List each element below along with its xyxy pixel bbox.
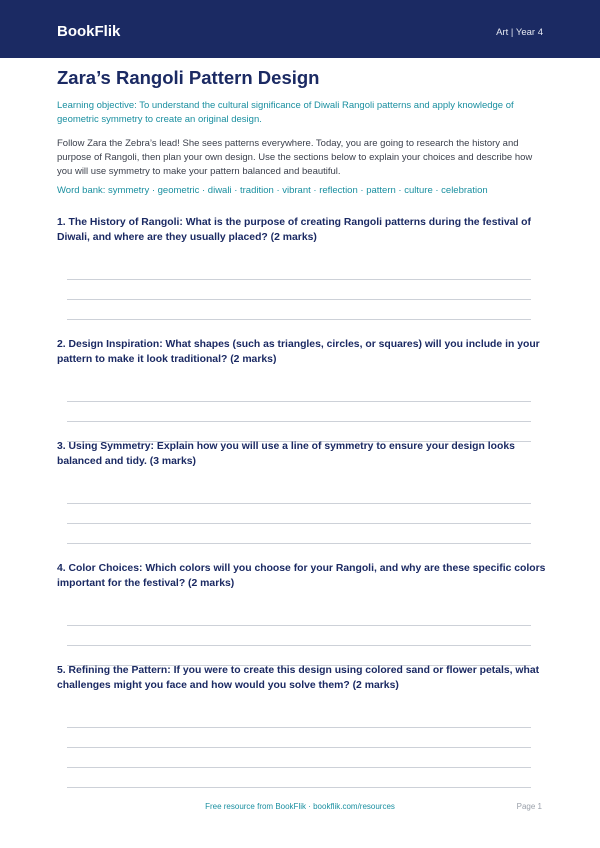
- answer-line[interactable]: [67, 503, 531, 504]
- answer-line[interactable]: [67, 767, 531, 768]
- intro-paragraph: Follow Zara the Zebra’s lead! She sees patterns everywhere. Today, you are going to research the history and purpose of Rangoli, then plan your own design. Use the sections below to explain your choices and describe how you will use symmetry to make your pattern balanced and beautiful.: [57, 138, 533, 177]
- answer-line[interactable]: [67, 747, 531, 748]
- question-2: 2. Design Inspiration: What shapes (such as triangles, circles, or squares) will you include in your pattern to make it look traditional? (2 marks): [57, 339, 540, 365]
- question-5: 5. Refining the Pattern: If you were to create this design using colored sand or flower petals, what challenges might you face and how would you solve them? (2 marks): [57, 665, 540, 691]
- subject-label: Art | Year 4: [496, 27, 543, 38]
- answer-line[interactable]: [67, 421, 531, 422]
- question-3: 3. Using Symmetry: Explain how you will use a line of symmetry to ensure your design looks balanced and tidy. (3 marks): [57, 441, 515, 467]
- header-bar: [0, 0, 600, 58]
- answer-line[interactable]: [67, 299, 531, 300]
- footer-source: Free resource from BookFlik · bookflik.com/resources: [205, 802, 395, 811]
- question-4: 4. Color Choices: Which colors will you choose for your Rangoli, and why are these specific colors important for the festival? (2 marks): [57, 563, 546, 589]
- answer-line[interactable]: [67, 727, 531, 728]
- brand-logo: BookFlik: [57, 23, 121, 40]
- answer-line[interactable]: [67, 319, 531, 320]
- question-1: 1. The History of Rangoli: What is the purpose of creating Rangoli patterns during the festival of Diwali, and where are they usually placed? (2 marks): [57, 217, 531, 243]
- learning-objective: Learning objective: To understand the cultural significance of Diwali Rangoli patterns and apply knowledge of geometric symmetry to create an original design.: [57, 100, 514, 125]
- page-title: Zara’s Rangoli Pattern Design: [57, 67, 320, 88]
- page-number: Page 1: [516, 802, 542, 811]
- answer-line[interactable]: [67, 645, 531, 646]
- answer-line[interactable]: [67, 787, 531, 788]
- word-bank: Word bank: symmetry · geometric · diwali · tradition · vibrant · reflection · pattern · culture · celebration: [57, 185, 488, 196]
- answer-line[interactable]: [67, 543, 531, 544]
- answer-line[interactable]: [67, 523, 531, 524]
- answer-line[interactable]: [67, 401, 531, 402]
- answer-line[interactable]: [67, 625, 531, 626]
- answer-line[interactable]: [67, 279, 531, 280]
